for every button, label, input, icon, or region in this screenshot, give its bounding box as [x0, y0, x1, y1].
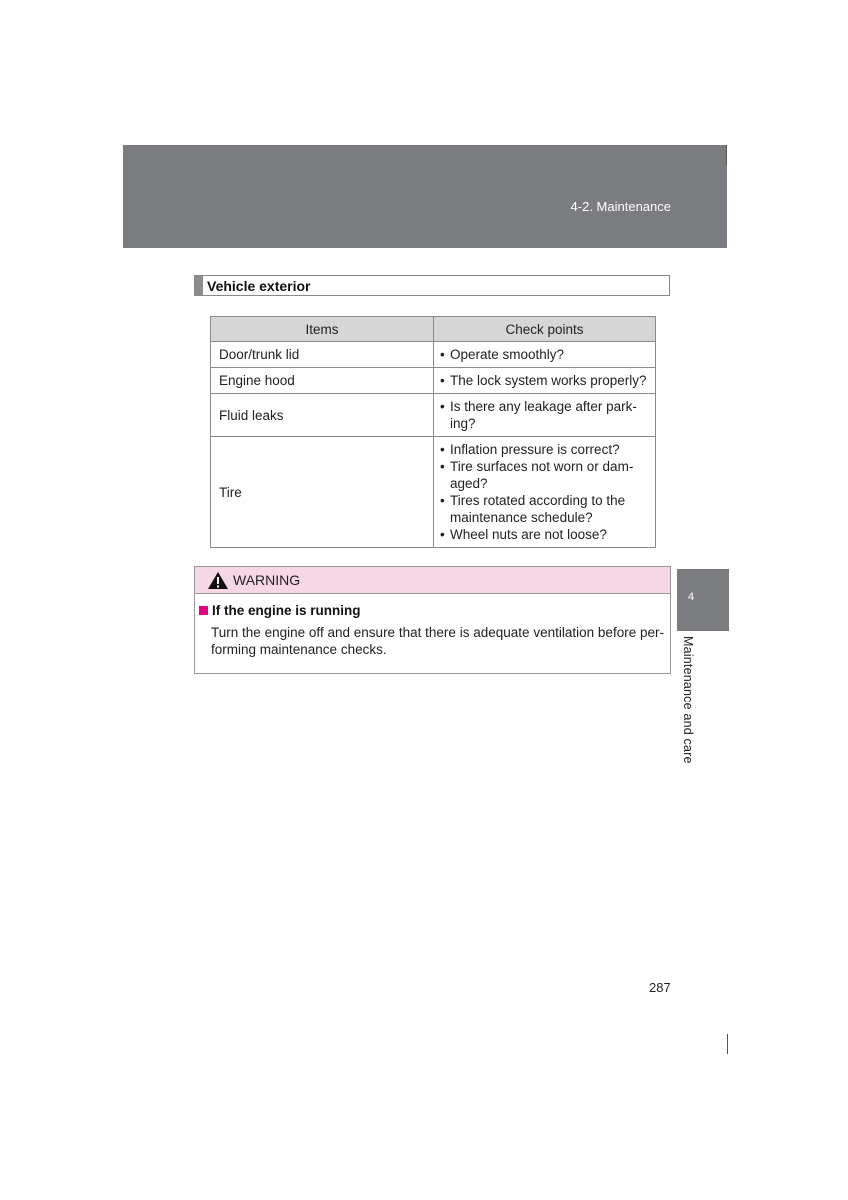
table-row [211, 368, 656, 394]
chapter-header-band [123, 145, 727, 248]
table-row [211, 437, 656, 548]
warning-header [195, 567, 670, 594]
table-row [211, 342, 656, 368]
table-cell-item: Door/trunk lid [211, 342, 434, 368]
warning-subheading [199, 603, 670, 618]
warning-text: Turn the engine off and ensure that there is adequate ventilation before per-forming maintenance checks. [211, 625, 664, 657]
crop-mark [726, 145, 727, 165]
check-point: The lock system works properly? [450, 373, 647, 388]
section-heading [194, 275, 670, 296]
column-header-items: Items [211, 317, 434, 342]
check-point: Inflation pressure is correct? [450, 442, 620, 457]
table-cell-points: • Inflation pressure is correct? • Tire surfaces not worn or dam- aged? • Tires rotated according to the maintenance schedule? • Wheel nuts are not loose? [434, 437, 656, 548]
square-bullet-icon [199, 606, 208, 615]
table-cell-points: • The lock system works properly? [434, 368, 656, 394]
section-heading-bar [195, 276, 203, 295]
table-cell-item: Engine hood [211, 368, 434, 394]
warning-body [195, 594, 670, 658]
chapter-tab [677, 569, 729, 631]
check-point: Is there any leakage after park- ing? [450, 399, 637, 431]
column-header-check-points: Check points [434, 317, 656, 342]
section-title: Vehicle exterior [207, 277, 311, 294]
warning-triangle-icon [207, 571, 229, 590]
check-point: Operate smoothly? [450, 347, 565, 362]
table-cell-points: • Operate smoothly? [434, 342, 656, 368]
check-table [210, 316, 656, 548]
check-point: Tires rotated according to the maintenance schedule? [450, 493, 626, 525]
warning-title: WARNING [233, 572, 301, 588]
table-cell-points: • Is there any leakage after park- ing? [434, 394, 656, 437]
warning-subheading-text: If the engine is running [212, 603, 361, 618]
crop-mark [727, 1034, 728, 1054]
section-label: 4-2. Maintenance [570, 199, 671, 214]
table-cell-item: Fluid leaks [211, 394, 434, 437]
table-row [211, 394, 656, 437]
chapter-number: 4 [688, 591, 695, 603]
check-point: Wheel nuts are not loose? [450, 527, 607, 542]
table-header-row [211, 317, 656, 342]
table-cell-item: Tire [211, 437, 434, 548]
page-number: 287 [649, 980, 671, 995]
chapter-label: Maintenance and care [681, 636, 695, 764]
warning-box [194, 566, 671, 674]
check-point: Tire surfaces not worn or dam- aged? [450, 459, 634, 491]
